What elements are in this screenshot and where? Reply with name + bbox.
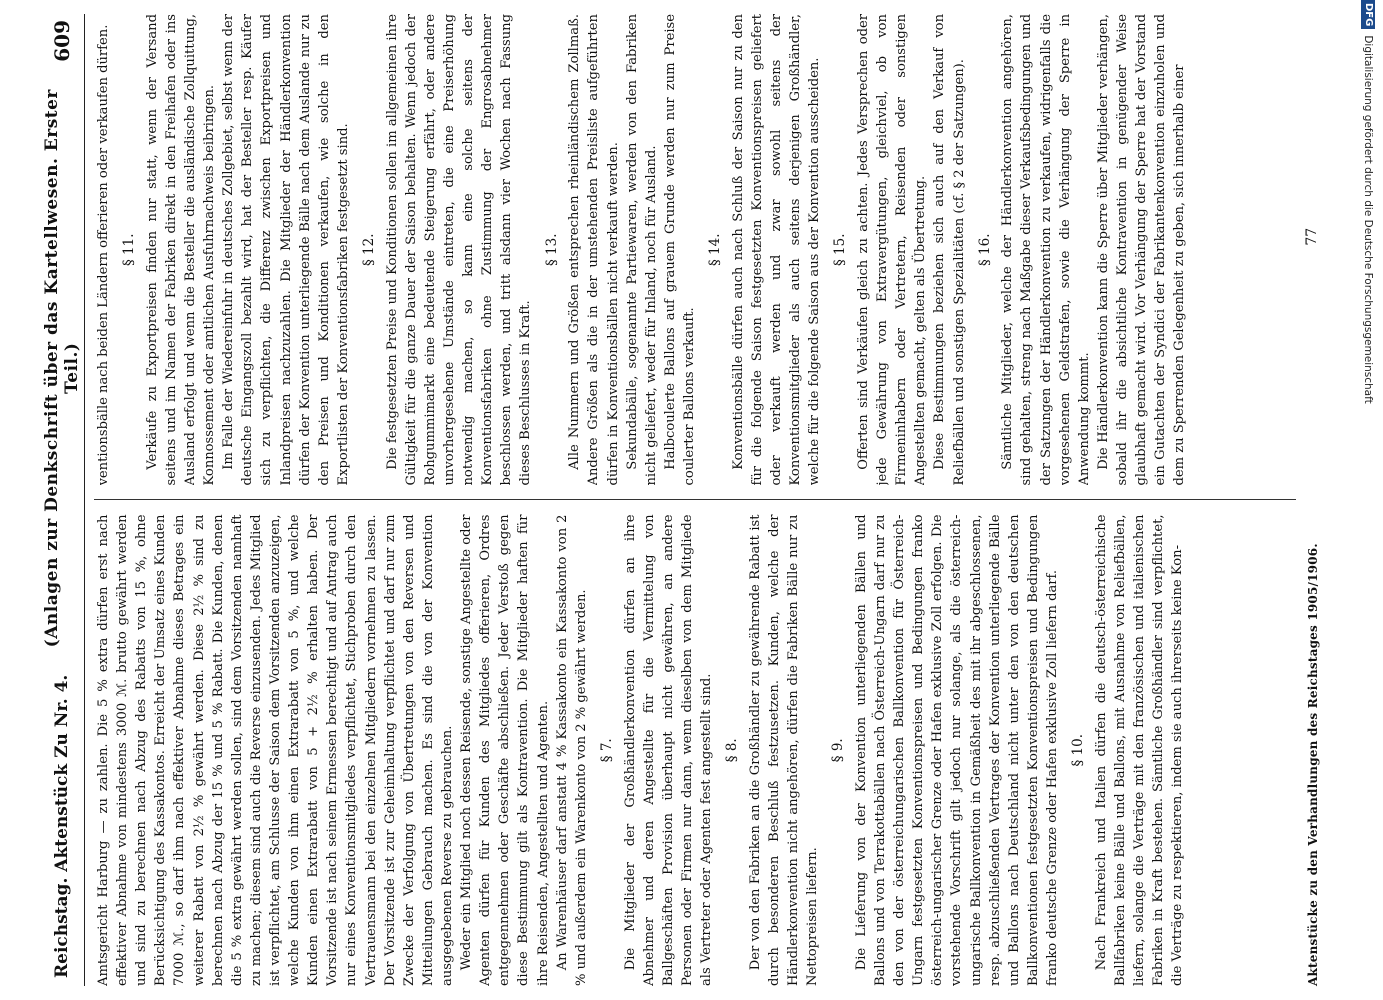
left-column	[94, 515, 1296, 987]
page-header	[40, 14, 85, 986]
paragraph: ventionsbälle nach beiden Ländern offerieren oder verkaufen dürfen.	[96, 24, 111, 486]
paragraph: Alle Nummern und Größen entsprechen rheinländischem Zollmaß. Andere Größen als die in der umstehenden Preisliste aufgeführten dürfen in Konventionsbällen nicht verkauft werden.	[567, 14, 621, 486]
digitization-credit	[1357, 0, 1379, 1000]
paragraph: Der von den Fabriken an die Großhändler zu gewährende Rabatt ist durch besonderen Beschluß festzusetzen. Kunden, welche der Händlerkonvention nicht angehören, dürfen die Fabriken Bälle nur zu Nettopreisen liefern.	[747, 514, 821, 986]
section-heading: § 14.	[707, 233, 724, 267]
section-heading: § 11.	[121, 233, 138, 267]
paragraph: Konventionsbälle dürfen auch nach Schluß der Saison nur zu den für die folgende Saison festgesetzten Konventionspreisen geliefert oder verkauft werden und zwar sowohl seitens der Konventionsmitglieder als auch seitens derjenigen Großhändler, welche für die folgende Saison aus der Konvention ausscheiden.	[730, 14, 823, 486]
paragraph: Verkäufe zu Exportpreisen finden nur statt, wenn der Versand seitens und im Namen der Fabriken direkt in den Freihafen oder ins Ausland erfolgt und wenn die Besteller die ausländische Zollquittung, Konnossement oder amtlichen Ausfuhrnachweis beibringen.	[144, 14, 218, 486]
paragraph: Offerten sind Verkäufen gleich zu achten. Jedes Versprechen oder jede Gewährung von Extravergütungen, gleichviel, ob von Firmeninhabern oder Vertretern, Reisenden oder sonstigen Angestellten gemacht, gelten als Übertretung.	[856, 14, 929, 486]
paragraph: An Warenhäuser darf anstatt 4 % Kassakonto ein Kassakonto von 2 % und außerdem ein Warenkonto von 2 % gewährt werden.	[554, 514, 589, 986]
page-content	[40, 14, 1340, 986]
section-heading: § 15.	[832, 233, 849, 267]
paragraph: Sämtliche Mitglieder, welche der Händlerkonvention angehören, sind gehalten, streng nach Maßgabe dieser Verkaufsbedingungen und der Satzungen der Händlerkonvention zu verkaufen, widrigenfalls die vorgesehenen Geldstrafen, sowie die Verhängung der Sperre in Anwendung kommt.	[1000, 14, 1092, 486]
credit-text: Digitalisierung gefördert durch die Deutsche Forschungsgemeinschaft	[1362, 35, 1374, 404]
sheet-number: 77	[1304, 227, 1320, 246]
paragraph: Sekundabälle, sogenannte Partiewaren, werden von den Fabriken nicht geliefert, weder für Inland, noch für Ausland.	[624, 14, 659, 486]
paragraph: Die festgesetzten Preise und Konditionen sollen im allgemeinen ihre Gültigkeit für die ganze Dauer der Saison behalten. Wenn jedoch der Rohgummimarkt eine bedeutende Steigerung erfährt, oder andere unvorhergesehene Umstände eintreten, die eine Preiserhöhung notwendig machen, so kann eine solche seitens der Konventionsfabriken ohne Zustimmung der Engrosabnehmer beschlossen werden, und tritt alsdann vier Wochen nach Fassung dieses Beschlusses in Kraft.	[384, 14, 534, 486]
paragraph: Die Mitglieder der Großhändlerkonvention dürfen an ihre Abnehmer und deren Angestellte für die Vermittelung von Ballgeschäften Provision überhaupt nicht gewähren, an andere Personen oder Firmen nur dann, wenn dieselben von dem Mitgliede als Vertreter oder Agenten fest angestellt sind.	[622, 514, 714, 986]
right-column	[94, 14, 1296, 486]
footer-source: Aktenstücke zu den Verhandlungen des Reichstages 1905/1906.	[1306, 543, 1320, 986]
section-heading: § 10.	[1070, 734, 1087, 767]
dfg-logo-icon: DFG	[1361, 0, 1375, 29]
text-columns	[94, 14, 1296, 986]
paragraph: Nach Frankreich und Italien dürfen die deutsch-österreichische Ballfabriken keine Bälle und Ballons, mit Ausnahme von Reliefbällen, liefern, solange die Verträge mit den französischen und italienischen Fabriken in Kraft bestehen. Sämtliche Großhändler sind verpflichtet, die Verträge zu respektieren, indem sie auch ihrerseits keine Kon-	[1093, 514, 1186, 986]
section-heading: § 13.	[543, 233, 560, 267]
paragraph: Die Händlerkonvention kann die Sperre über Mitglieder verhängen, sobald ihr die absichtliche Kontravention in genügender Weise glaubhaft gemacht wird. Vor Verhängung der Sperre hat der Vorstand ein Gutachten der Syndici der Fabrikantenkonvention einzuholen und dem zu Sperrenden Gelegenheit zu geben, sich innerhalb einer	[1095, 14, 1188, 486]
paragraph: Die Lieferung von der Konvention unterliegenden Bällen und Ballons und von Terrakottabällen nach Österreich-Ungarn darf nur zu den von der österreichungarischen Ballkonvention für Österreich-Ungarn festgesetzten Konventionspreisen und Bedingungen franko österreich-ungarischer Grenze oder Hafen exklusive Zoll erfolgen. Die vorstehende Vorschrift gilt jedoch nur solange, als die österreich-ungarische Ballkonvention in Gemäßheit des mit ihr abgeschlossenen, resp. abzuschließenden Vertrages der Konvention unterliegende Bälle und Ballons nach Deutschland nicht unter den von den deutschen Ballkonventionen festgesetzten Konventionspreisen und Bedingungen franko deutsche Grenze oder Hafen exklusive Zoll liefern darf.	[853, 514, 1061, 986]
paragraph: Diese Bestimmungen beziehen sich auch auf den Verkauf von Reliefbällen und sonstigen Spezialitäten (cf. § 2 der Satzungen).	[932, 14, 967, 486]
paragraph: Amtsgericht Harburg — zu zahlen. Die 5 % extra dürfen erst nach effektiver Abnahme von mindestens 3000 ℳ. brutto gewährt werden und sind zu berechnen nach Abzug des Rabatts von 15 %, ohne Berücksichtigung des Kassakontos. Erreicht der Umsatz eines Kunden 7000 ℳ., so darf ihm nach effektiver Abnahme dieses Betrages ein weiterer Rabatt von 2½ % gewährt werden. Diese 2½ % sind zu berechnen nach Abzug der 15 % und 5 % Rabatt. Die Kunden, denen die 5 % extra gewährt werden sollen, sind dem Vorsitzenden namhaft zu machen; diesem sind auch die Reverse einzusenden. Jedes Mitglied ist verpflichtet, am Schlusse der Saison dem Vorsitzenden anzuzeigen, welche Kunden von ihm einen Extrarabatt von 5 %, und welche Kunden einen Extrarabatt von 5 + 2½ % erhalten haben. Der Vorsitzende ist nach seinem Ermessen berechtigt und auf Antrag auch nur eines Konventionsmitgliedes verpflichtet, Stichproben durch den Vertrauensmann bei den einzelnen Mitgliedern vornehmen zu lassen. Der Vorsitzende ist zur Geheimhaltung verpflichtet und darf nur zum Zwecke der Verfolgung von Übertretungen von den Reversen und Mitteilungen Gebrauch machen. Es sind die von der Konvention ausgegebenen Reverse zu gebrauchen.	[96, 514, 455, 986]
paragraph: Halbcoulerte Ballons auf grauem Grunde werden nur zum Preise coulerter Ballons verkauft.	[662, 14, 697, 486]
section-heading: § 8.	[724, 738, 741, 763]
section-heading: § 9.	[830, 738, 847, 763]
page-number: 609	[50, 20, 74, 62]
paragraph: Im Falle der Wiedereinfuhr in deutsches Zollgebiet, selbst wenn der deutsche Eingangszoll bezahlt wird, hat der Besteller resp. Käufer sich zu verpflichten, die Differenz zwischen Exportpreisen und Inlandpreisen nachzuzahlen. Die Mitglieder der Händlerkonvention dürfen der Konvention unterliegende Bälle nach dem Auslande nur zu den Preisen und Konditionen verkaufen, wie solche in den Exportlisten der Konventionsfabriken festgesetzt sind.	[221, 14, 351, 486]
header-title: (Anlagen zur Denkschrift über das Kartellwesen. Erster Teil.)	[42, 89, 82, 648]
section-heading: § 7.	[598, 738, 615, 763]
header-left: Reichstag. Aktenstück Zu Nr. 4.	[52, 674, 72, 978]
section-heading: § 16.	[976, 233, 993, 267]
section-heading: § 12.	[361, 233, 378, 267]
paragraph: Weder ein Mitglied noch dessen Reisende, sonstige Angestellte oder Agenten dürfen für Kunden des Mitgliedes offerieren, Ordres entgegennehmen oder Geschäfte abschließen. Jeder Verstoß gegen diese Bestimmung gilt als Kontravention. Die Mitglieder haften für ihre Reisenden, Angestellten und Agenten.	[459, 514, 551, 986]
column-divider	[94, 500, 1296, 501]
